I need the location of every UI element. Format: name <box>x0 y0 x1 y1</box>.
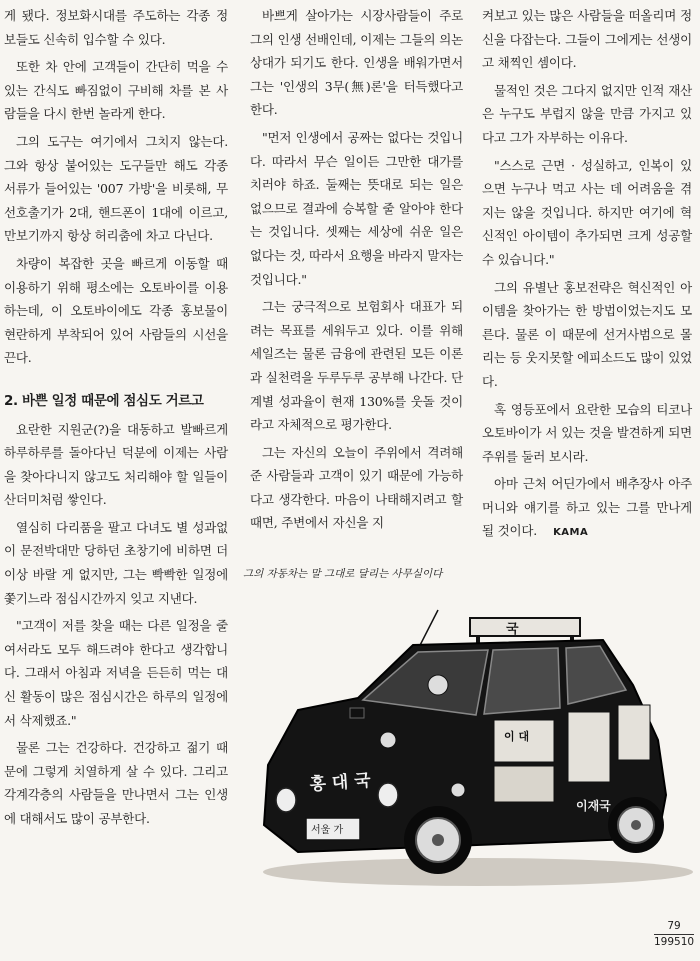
paragraph: "먼저 인생에서 공짜는 없다는 것입니다. 따라서 무슨 일이든 그만한 대가를 치러야 하죠. 둘째는 뜻대로 되는 일은 없으므로 결과에 승복할 줄 알아야 한다는 것입니다. 셋째는 세상에 쉬운 일은 없다는 것, 따라서 요행을 바라지 말자는 것입니다." <box>250 129 463 287</box>
side-sticker <box>494 766 554 802</box>
paragraph: 그의 도구는 여기에서 그치지 않는다. 그와 항상 붙어있는 도구들만 해도 각종 서류가 들어있는 '007 가방'을 비롯해, 무선호출기가 2대, 핸드폰이 1대에 이르고, 만보기까지 항상 허리춤에 차고 다닌다. <box>4 133 228 244</box>
paragraph: 그는 궁극적으로 보험회사 대표가 되려는 목표를 세워두고 있다. 이를 위해 세일즈는 물론 금융에 관련된 모든 이론과 실천력을 두루두루 공부해 나간다. 단계별 성과율이 현재 130%를 웃돌 것이라고 자체적으로 평가한다. <box>250 299 463 433</box>
paragraph: 켜보고 있는 많은 사람들을 떠올리며 정신을 다잡는다. 그들이 그에게는 선생이고 채찍인 셈이다. <box>482 8 692 71</box>
headlight <box>276 788 296 812</box>
paragraph: 요란한 지원군(?)을 대동하고 발빠르게 하루하루를 돌아다닌 덕분에 이제는 사람을 찾아다니지 않고도 처리해야 할 일들이 산더미처럼 쌓인다. <box>4 421 228 508</box>
side-text: 이 대 <box>504 730 530 743</box>
page-number: 79 <box>667 920 681 932</box>
section-heading: 2. 바쁜 일정 때문에 점심도 거르고 <box>4 392 204 409</box>
rear-sticker <box>618 705 650 760</box>
paragraph: 그의 유별난 홍보전략은 혁신적인 아이템을 찾아가는 한 방법이었는지도 모른다. 물론 이 때문에 선거사범으로 몰리는 등 웃지못할 에피소드도 많이 있었다. <box>482 279 692 389</box>
article-column-3 <box>482 4 692 545</box>
paragraph: 바쁘게 살아가는 시장사람들이 주로 그의 인생 선배인데, 이제는 그들의 의논상대가 되기도 한다. 인생을 배워가면서 그는 '인생의 3무(無)론'을 터득했다고 한다. <box>250 8 463 118</box>
paragraph: 그는 자신의 오늘이 주위에서 격려해준 사람들과 고객이 있기 때문에 가능하다고 생각한다. 마음이 나태해지려고 할 때면, 주변에서 자신을 지 <box>250 444 463 531</box>
paragraph: "고객이 저를 찾을 때는 다른 일정을 줄여서라도 모두 해드려야 한다고 생각합니다. 그래서 아침과 저녁을 든든히 먹는 대신 활동이 많은 점심시간은 하루의 일정에서 삭제했죠." <box>4 618 228 728</box>
article-column-2 <box>250 4 463 535</box>
article-column-1 <box>4 4 228 831</box>
hood-text: 홍 대 국 <box>308 770 372 795</box>
page-number-block <box>654 920 694 949</box>
paragraph: 물적인 것은 그다지 없지만 인적 재산은 누구도 부럽지 않을 만큼 가지고 있다고 그가 자부하는 이유다. <box>482 82 692 145</box>
door-sticker <box>568 712 610 782</box>
issue-number: 199510 <box>654 936 695 948</box>
paragraph: "스스로 근면 · 성실하고, 인복이 있으면 누구나 먹고 사는 데 어려움을 겪지는 않을 것입니다. 하지만 여기에 혁신적인 아이템이 추가되면 크게 성공할 수 있습니다." <box>482 157 692 267</box>
paragraph-text: 아마 근처 어딘가에서 배추장사 아주머니와 얘기를 하고 있는 그를 만나게 될 것이다. <box>482 476 692 539</box>
plate-text: 서울 가 <box>311 825 344 836</box>
ground-shadow <box>263 858 693 886</box>
photo-caption: 그의 자동차는 말 그대로 달리는 사무실이다 <box>243 568 443 580</box>
roof-sign-text: 국 <box>506 622 519 637</box>
headlight <box>378 783 398 807</box>
paragraph: 물론 그는 건강하다. 건강하고 젊기 때문에 그렇게 치열하게 살 수 있다. 그리고 각계각층의 사람들을 만나면서 그는 인생에 대해서도 많이 공부한다. <box>4 740 228 826</box>
paragraph: 열심히 다리품을 팔고 다녀도 별 성과없이 문전박대만 당하던 초창기에 비하면 더 이상 바랄 게 없지만, 그는 빡빡한 일정에 쫓기느라 점심시간까지 잊고 지낸다. <box>4 519 228 606</box>
side-window <box>484 648 560 714</box>
rear-text: 이재국 <box>576 799 611 813</box>
kama-logo: KAMA <box>553 527 589 539</box>
roof-sign <box>470 618 580 636</box>
car-photo <box>238 590 700 890</box>
paragraph: 게 됐다. 정보화시대를 주도하는 각종 정보들도 신속히 입수할 수 있다. <box>4 8 228 47</box>
paragraph: 또한 차 안에 고객들이 간단히 먹을 수 있는 간식도 빠짐없이 구비해 차를 본 사람들을 다시 한번 놀라게 한다. <box>4 59 228 122</box>
paragraph: 혹 영등포에서 요란한 모습의 티코나 오토바이가 서 있는 것을 발견하게 되면 주위를 둘러 보시라. <box>482 401 692 464</box>
paragraph: 차량이 복잡한 곳을 빠르게 이동할 때 이용하기 위해 평소에는 오토바이를 이용하는데, 이 오토바이에도 각종 홍보물이 현란하게 부착되어 있어 사람들의 시선을 끈다. <box>4 255 228 366</box>
paragraph-with-logo <box>482 472 692 545</box>
